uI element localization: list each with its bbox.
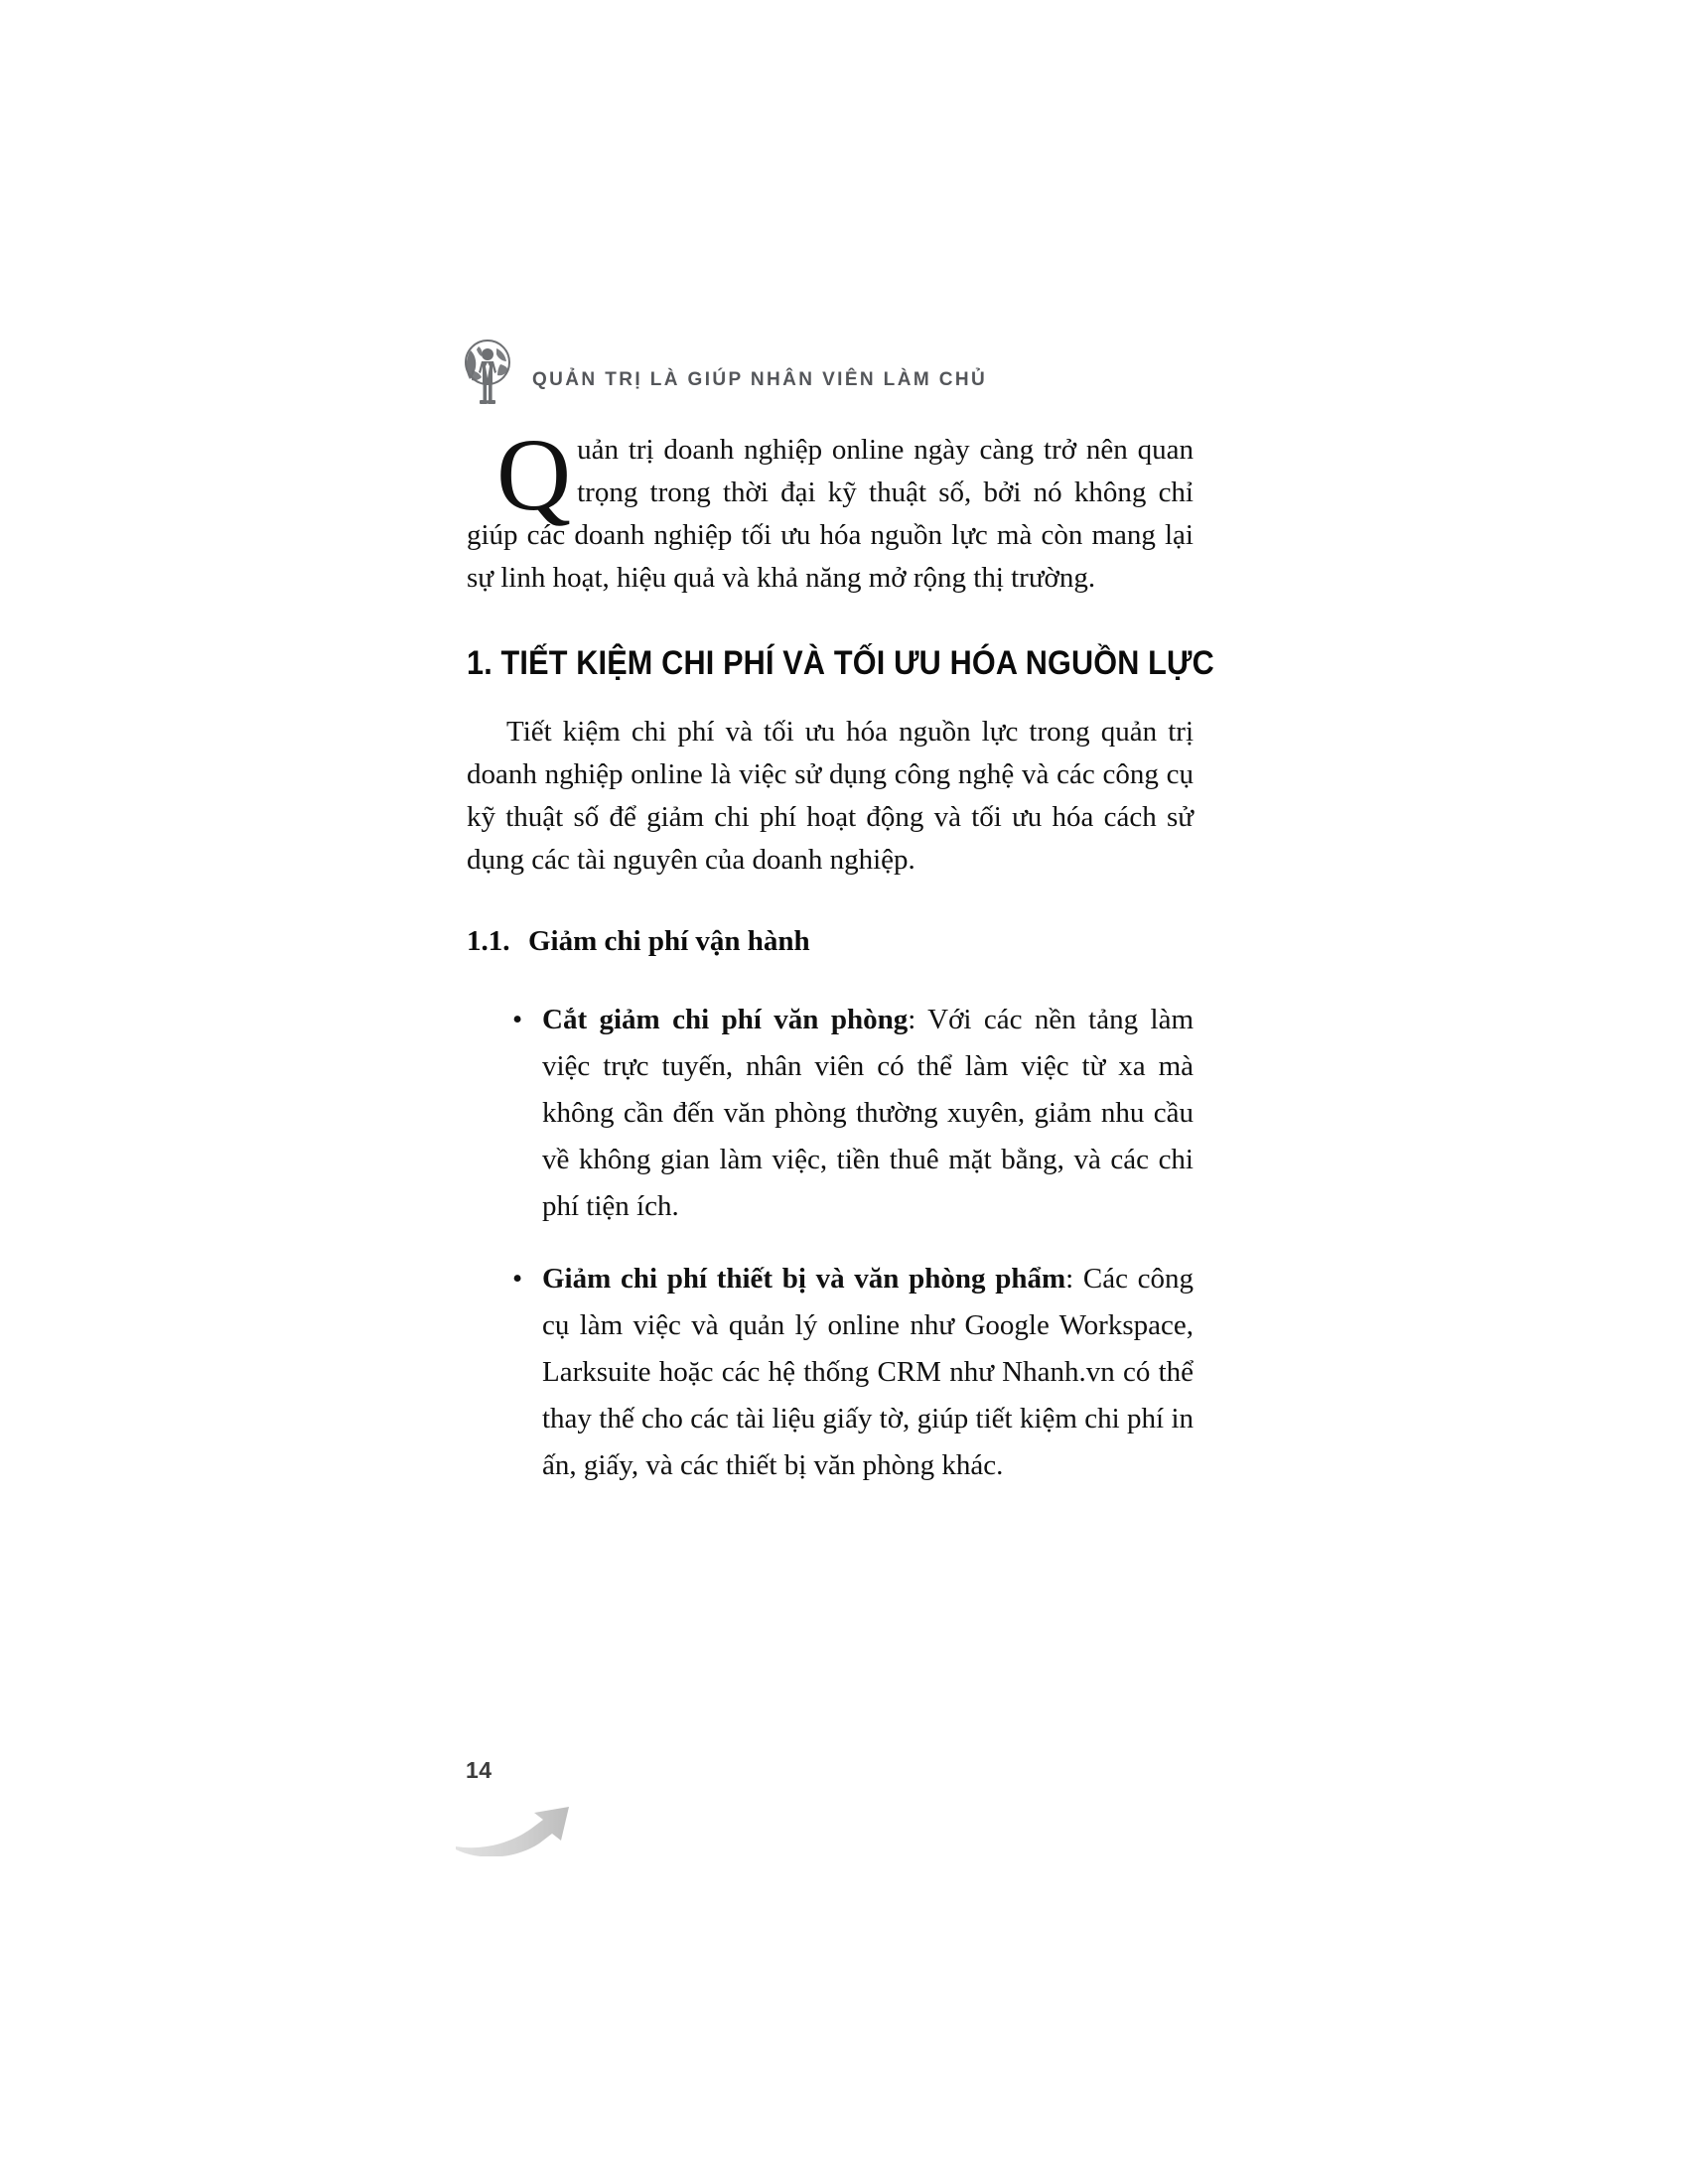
list-item-text: : Các công cụ làm việc và quản lý online như Google Workspace, Larksuite hoặc các hệ thống CRM như Nhanh.vn có thể thay thế cho các tài liệu giấy tờ, giúp tiết kiệm chi phí in ấn, giấy, và các thiết bị văn phòng khác. bbox=[542, 1263, 1194, 1481]
bullet-marker-icon: • bbox=[512, 1004, 523, 1035]
list-item bbox=[467, 1256, 1194, 1489]
subsection-number: 1.1. bbox=[467, 925, 510, 957]
section-paragraph: Tiết kiệm chi phí và tối ưu hóa nguồn lực trong quản trị doanh nghiệp online là việc sử dụng công nghệ và các công cụ kỹ thuật số để giảm chi phí hoạt động và tối ưu hóa cách sử dụng các tài nguyên của doanh nghiệp. bbox=[467, 716, 1194, 876]
globe-businessman-logo-icon bbox=[459, 337, 516, 408]
bullet-marker-icon: • bbox=[512, 1263, 523, 1295]
bullet-list bbox=[467, 997, 1194, 1489]
list-item-lead: Giảm chi phí thiết bị và văn phòng phẩm bbox=[542, 1263, 1066, 1295]
running-header bbox=[459, 328, 1213, 417]
intro-paragraph bbox=[467, 418, 1194, 600]
list-item-lead: Cắt giảm chi phí văn phòng bbox=[542, 1004, 909, 1035]
page-number: 14 bbox=[466, 1757, 492, 1783]
intro-paragraph-text: uản trị doanh nghiệp online ngày càng trở nên quan trọng trong thời đại kỹ thuật số, bởi nó không chỉ giúp các doanh nghiệp tối ưu hóa nguồn lực mà còn mang lại sự linh hoạt, hiệu quả và khả năng mở rộng thị trường. bbox=[467, 434, 1194, 594]
subsection-title: Giảm chi phí vận hành bbox=[528, 925, 810, 957]
subsection-heading bbox=[467, 882, 1194, 961]
list-item bbox=[467, 997, 1194, 1230]
content-column bbox=[467, 418, 1214, 1489]
drop-cap: Q bbox=[496, 418, 572, 532]
header-title: QUẢN TRỊ LÀ GIÚP NHÂN VIÊN LÀM CHỦ bbox=[532, 368, 988, 390]
bullet-list-wrapper bbox=[467, 961, 1194, 1489]
section-heading: 1. TIẾT KIỆM CHI PHÍ VÀ TỐI ƯU HÓA NGUỒN LỰC bbox=[467, 644, 1214, 682]
list-item-text: : Với các nền tảng làm việc trực tuyến, nhân viên có thể làm việc từ xa mà không cần đến văn phòng thường xuyên, giảm nhu cầu về không gian làm việc, tiền thuê mặt bằng, và các chi phí tiện ích. bbox=[542, 1004, 1194, 1222]
curved-arrow-icon bbox=[452, 1777, 601, 1856]
page-footer bbox=[452, 1757, 670, 1866]
